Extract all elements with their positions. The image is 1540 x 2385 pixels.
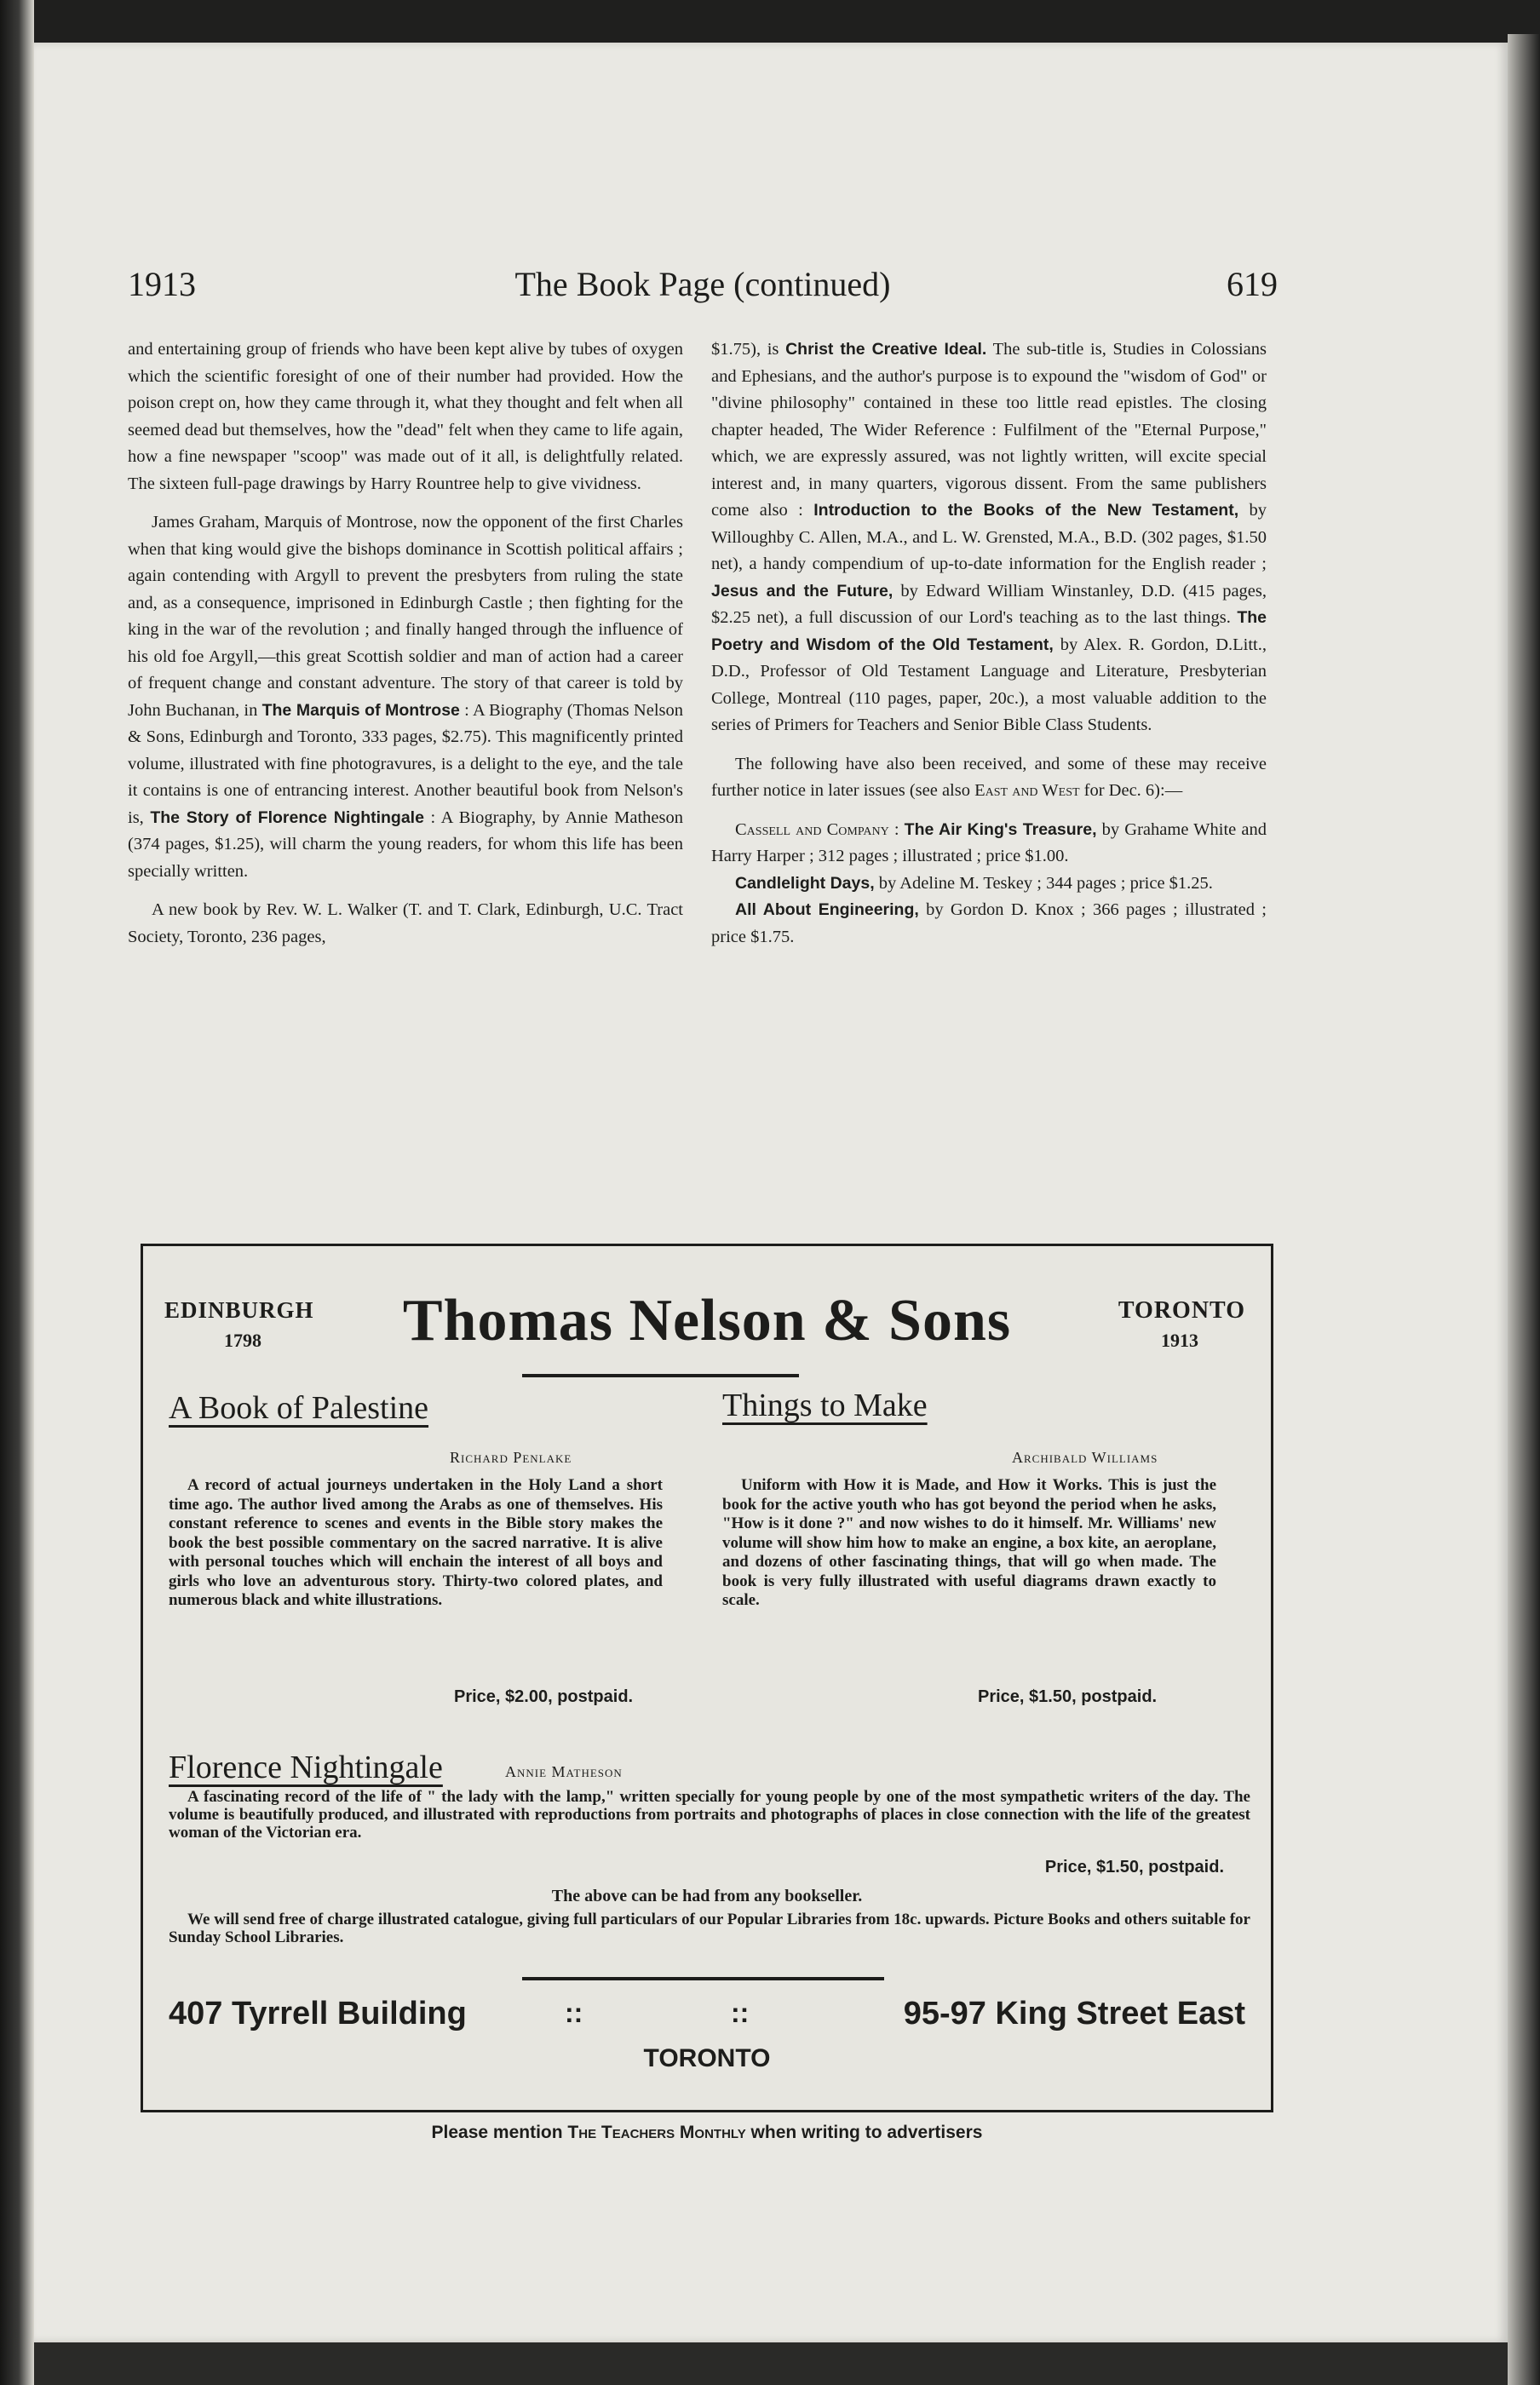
paragraph: Cassell and Company : The Air King's Treasure, by Grahame White and Harry Harper ; 312 pages ; illustrated ; price $1.00. [711,819,1267,865]
running-header [128,264,1278,307]
paragraph: Candlelight Days, by Adeline M. Teskey ; 344 pages ; price $1.25. [735,873,1213,893]
ad-book1-price: Price, $2.00, postpaid. [454,1687,634,1706]
book-title: Jesus and the Future, [711,581,894,601]
book-title: Candlelight Days, [735,873,875,893]
ad-bottom-rule [522,1977,884,1980]
book-gutter-left [0,0,34,2385]
ad-book1-title: A Book of Palestine [169,1390,429,1426]
book-title: Introduction to the Books of the New Testament, [813,501,1239,520]
book-title: The Story of Florence Nightingale [150,807,424,827]
header-title: The Book Page (continued) [514,265,891,303]
ad-book1-author: Richard Penlake [450,1449,572,1466]
right-column [711,336,1267,951]
paragraph: and entertaining group of friends who have been kept alive by tubes of oxygen which the scientific foresight of one of their number had provided. How the poison crept on, how they came through it, what they thought and felt when all seemed dead but themselves, how the "dead" felt when they came to life again, how a fine newspaper "scoop" was made out of it all, is delightfully related. The sixteen full-page drawings by Harry Rountree help to give vividness. [128,340,683,493]
ad-left-city: EDINBURGH [164,1297,314,1323]
page-number: 619 [1227,265,1278,303]
ad-book1-description: A record of actual journeys undertaken in the Holy Land a short time ago. The author lived among the Arabs as one of themselves. His constant reference to scenes and events in the Bible story makes the book the best possible commentary on the sacred narrative. It is alive with personal touches which will enchain the interest of all boys and girls who love an adventurous story. Thirty-two colored plates, and numerous black and white illustrations. [169,1476,663,1609]
ad-book2-price: Price, $1.50, postpaid. [978,1687,1158,1706]
ad-book3-author: Annie Matheson [505,1763,623,1780]
ad-book3-price: Price, $1.50, postpaid. [1044,1858,1224,1876]
paragraph: All About Engineering, by Gordon D. Knox ; 366 pages ; illustrated ; price $1.75. [711,900,1267,946]
left-column [128,336,683,963]
ad-left-year: 1798 [224,1330,261,1351]
ad-title-rule [522,1374,799,1377]
paragraph: James Graham, Marquis of Montrose, now the opponent of the first Charles when that king would give the bishops dominance in Scottish political affairs ; again contending with Argyll to prevent the presbyters from ruling the state and, as a consequence, imprisoned in Edinburgh Castle ; then fighting for the king in the war of the revolution ; and finally hanged through the influence of his old foe Argyll,—this great Scottish soldier and man of action had a career of frequent change and constant adventure. The story of that career is told by John Buchanan, in The Marquis of Montrose : A Biography (Thomas Nelson & Sons, Edinburgh and Toronto, 333 pages, $2.75). This magnificently printed volume, illustrated with fine photogravures, is a delight to the eye, and the tale it contains is one of entrancing interest. Another beautiful book from Nelson's is, The Story of Florence Nightingale : A Biography, by Annie Matheson (374 pages, $1.25), will charm the young readers, for whom this life has been specially written. [128,513,683,881]
ad-right-city: TORONTO [1118,1297,1245,1324]
book-title: Christ the Creative Ideal. [785,340,987,359]
scan-top-border [0,0,1540,43]
paragraph: A new book by Rev. W. L. Walker (T. and T. Clark, Edinburgh, U.C. Tract Society, Toronto, 236 pages, [128,900,683,946]
ad-address-city: TORONTO [643,2044,771,2072]
ad-book2-title: Things to Make [722,1388,928,1423]
book-edge-right [1508,34,1540,2385]
ad-availability: The above can be had from any bookseller. [551,1887,863,1905]
ad-brand: Thomas Nelson & Sons [402,1288,1012,1353]
book-title: The Poetry and Wisdom of the Old Testament, [711,608,1267,654]
ad-catalogue-offer: We will send free of charge illustrated catalogue, giving full particulars of our Popular Libraries from 18c. upwards. Picture Books and others suitable for Sunday School Libraries. [169,1911,1250,1946]
footer-note: Please mention The Teachers Monthly when writing to advertisers [431,2123,983,2142]
ad-separator: :: [565,1997,583,2028]
ad-right-year: 1913 [1161,1330,1198,1351]
ad-book2-description: Uniform with How it is Made, and How it Works. This is just the book for the active youth who has got beyond the period when he asks, "How is it done ?" and now wishes to do it himself. Mr. Williams' new volume will show him how to make an engine, a box kite, an aeroplane, and dozens of other fascinating things, that will go when made. The book is very fully illustrated with useful diagrams drawn exactly to scale. [722,1476,1216,1609]
nelson-advertisement [141,1244,1273,2112]
paragraph: The following have also been received, and some of these may receive further notice in later issues (see also East and West for Dec. 6):— [711,754,1267,800]
paragraph: $1.75), is Christ the Creative Ideal. The sub-title is, Studies in Colossians and Ephesians, and the author's purpose is to expound the "wisdom of God" or "divine philosophy" contained in these too little read epistles. The closing chapter headed, The Wider Reference : Fulfilment of the "Eternal Purpose," which, we are expressly assured, was not lightly written, will excite special interest and, in many quarters, vigorous dissent. From the same publishers come also : Introduction to the Books of the New Testament, by Willoughby C. Allen, M.A., and L. W. Grensted, M.A., B.D. (302 pages, $1.50 net), a handy compendium of up-to-date information for the English reader ; Jesus and the Future, by Edward William Winstanley, D.D. (415 pages, $2.25 net), a full discussion of our Lord's teaching as to the last things. The Poetry and Wisdom of the Old Testament, by Alex. R. Gordon, D.Litt., D.D., Professor of Old Testament Language and Literature, Presbyterian College, Montreal (110 pages, paper, 20c.), a most valuable addition to the series of Primers for Teachers and Senior Bible Class Students. [711,340,1267,734]
book-title: The Marquis of Montrose [261,700,460,720]
ad-address-right: 95-97 King Street East [903,1996,1245,2032]
ad-address-left: 407 Tyrrell Building [169,1996,467,2032]
ad-separator: :: [731,1997,750,2028]
book-title: The Air King's Treasure, [904,819,1097,839]
ad-book2-author: Archibald Williams [1012,1449,1158,1466]
header-year: 1913 [128,265,196,303]
book-title: All About Engineering, [735,900,919,919]
ad-book3-description: A fascinating record of the life of " the lady with the lamp," written specially for young people by one of the most sympathetic writers of the day. The volume is beautifully produced, and illustrated with reproductions from portraits and photographs of places in close connection with the life of the greatest woman of the Victorian era. [169,1788,1250,1842]
ad-book3-title: Florence Nightingale [169,1750,443,1785]
